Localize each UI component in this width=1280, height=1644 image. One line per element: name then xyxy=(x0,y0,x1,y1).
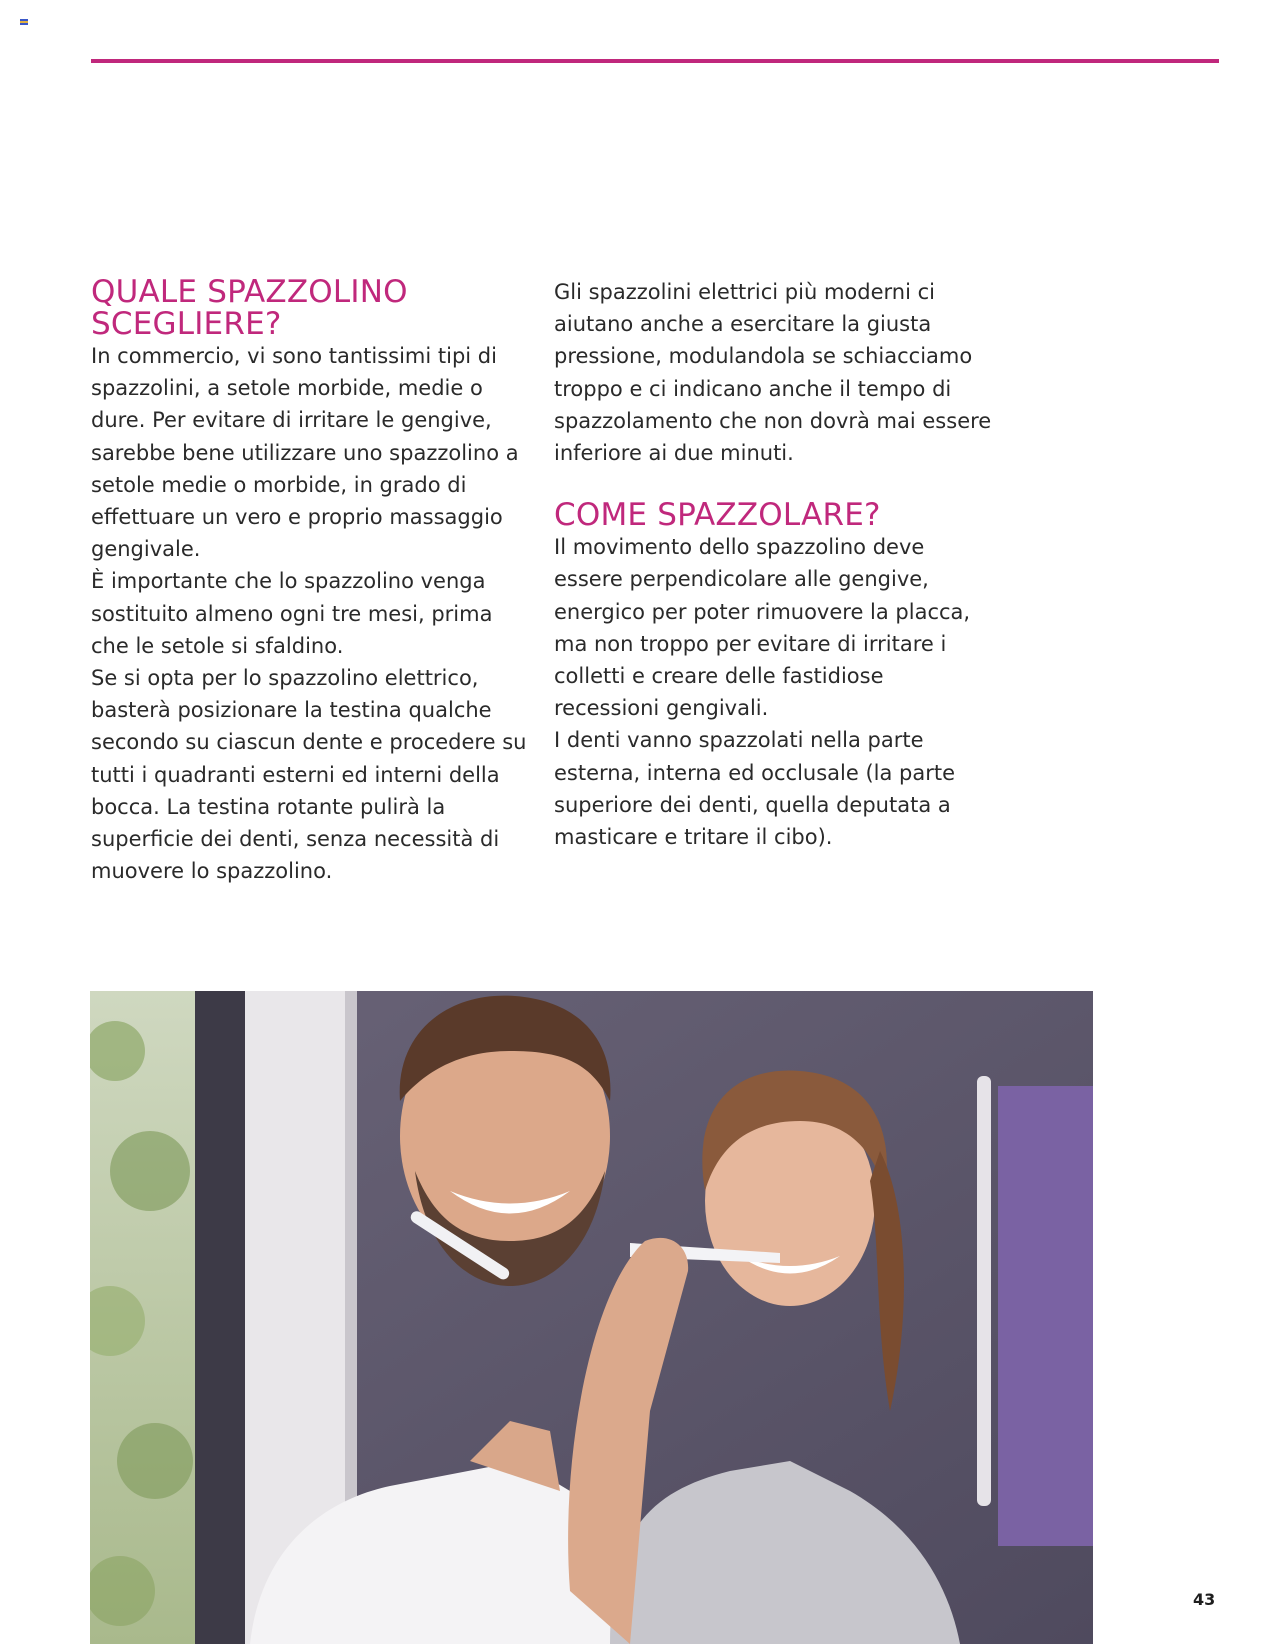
top-rule xyxy=(91,59,1219,63)
heading-come-spazzolare: COME SPAZZOLARE? xyxy=(554,497,881,534)
right-column xyxy=(554,276,994,853)
paragraph: Gli spazzolini elettrici più moderni ci aiutano anche a esercitare la giusta pressione, modulandola se schiacciamo troppo e ci indicano anche il tempo di spazzolamento che non dovrà mai essere inferiore ai due minuti. xyxy=(554,280,992,466)
paragraph: Se si opta per lo spazzolino elettrico, basterà posizionare la testina qualche secondo su ciascun dente e procedere su tutti i quadranti esterni ed interni della bocca. La testina rotante pulirà la superficie dei denti, senza necessità di muovere lo spazzolino. xyxy=(91,666,527,884)
heading-quale-spazzolino: QUALE SPAZZOLINO SCEGLIERE? xyxy=(91,274,408,342)
paragraph: Il movimento dello spazzolino deve essere perpendicolare alle gengive, energico per poter rimuovere la placca, ma non troppo per evitare di irritare i colletti e creare delle fastidiose recessioni gengivali. xyxy=(554,535,971,721)
paragraph: In commercio, vi sono tantissimi tipi di spazzolini, a setole morbide, medie o dure. Per evitare di irritare le gengive, sarebbe bene utilizzare uno spazzolino a setole medie o morbide, in grado di effettuare un vero e proprio massaggio gengivale. xyxy=(91,344,519,562)
paragraph: I denti vanno spazzolati nella parte esterna, interna ed occlusale (la parte superiore dei denti, quella deputata a masticare e tritare il cibo). xyxy=(554,728,956,850)
corner-mark-icon xyxy=(20,19,28,25)
left-column xyxy=(91,276,531,887)
photo-father-daughter-brushing-teeth xyxy=(90,991,1093,1644)
page-number: 43 xyxy=(1193,1590,1216,1609)
paragraph: È importante che lo spazzolino venga sostituito almeno ogni tre mesi, prima che le setole si sfaldino. xyxy=(91,569,493,658)
